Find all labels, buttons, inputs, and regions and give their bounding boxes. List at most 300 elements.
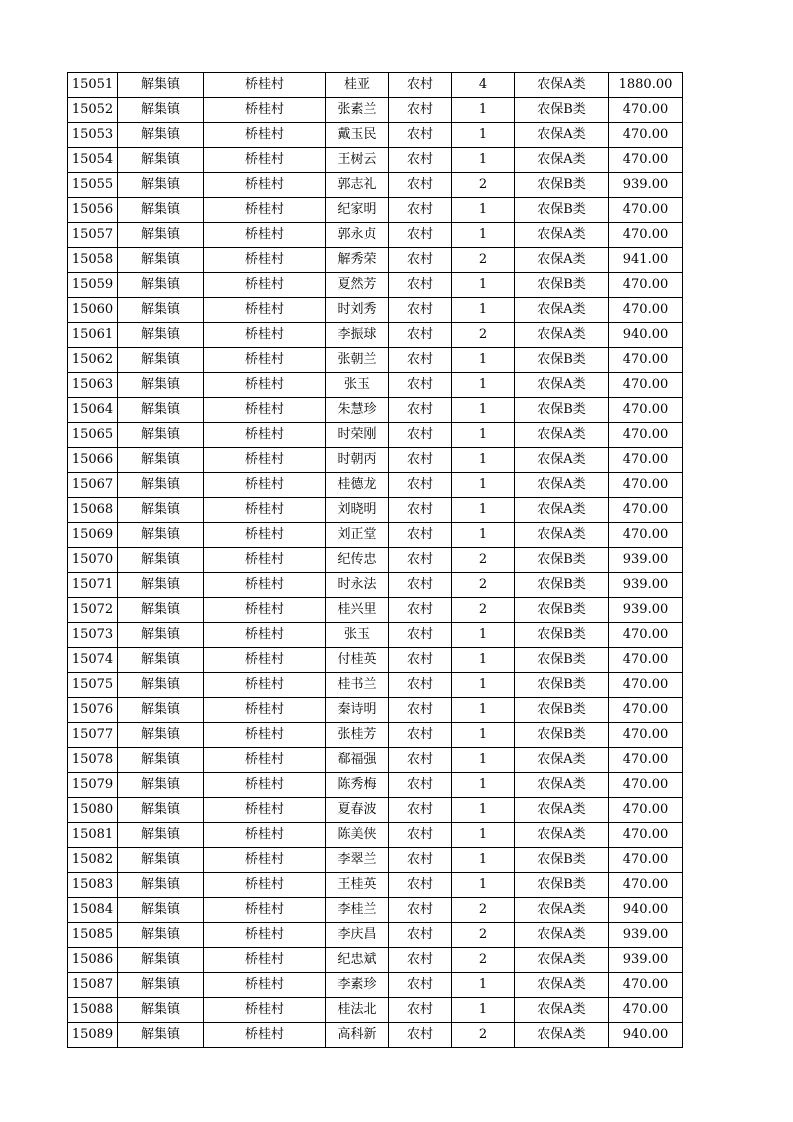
record-id-cell: 15082 (68, 848, 118, 873)
area-type-cell: 农村 (389, 723, 452, 748)
table-row (68, 373, 683, 398)
town-cell: 解集镇 (118, 473, 204, 498)
village-cell: 桥桂村 (204, 573, 326, 598)
table-row (68, 648, 683, 673)
area-type-cell: 农村 (389, 198, 452, 223)
name-cell: 李素珍 (326, 973, 389, 998)
record-id-cell: 15080 (68, 798, 118, 823)
town-cell: 解集镇 (118, 173, 204, 198)
town-cell: 解集镇 (118, 598, 204, 623)
insurance-type-cell: 农保A类 (515, 73, 609, 98)
household-count-cell: 2 (452, 248, 515, 273)
household-count-cell: 1 (452, 773, 515, 798)
table-row (68, 73, 683, 98)
table-row (68, 723, 683, 748)
village-cell: 桥桂村 (204, 98, 326, 123)
household-count-cell: 2 (452, 598, 515, 623)
record-id-cell: 15074 (68, 648, 118, 673)
household-count-cell: 1 (452, 298, 515, 323)
name-cell: 刘正堂 (326, 523, 389, 548)
village-cell: 桥桂村 (204, 223, 326, 248)
insurance-type-cell: 农保B类 (515, 873, 609, 898)
amount-cell: 470.00 (609, 973, 683, 998)
insurance-type-cell: 农保A类 (515, 1023, 609, 1048)
record-id-cell: 15087 (68, 973, 118, 998)
village-cell: 桥桂村 (204, 473, 326, 498)
household-count-cell: 1 (452, 873, 515, 898)
insurance-type-cell: 农保A类 (515, 423, 609, 448)
town-cell: 解集镇 (118, 698, 204, 723)
name-cell: 付桂英 (326, 648, 389, 673)
village-cell: 桥桂村 (204, 523, 326, 548)
town-cell: 解集镇 (118, 123, 204, 148)
household-count-cell: 4 (452, 73, 515, 98)
village-cell: 桥桂村 (204, 248, 326, 273)
town-cell: 解集镇 (118, 323, 204, 348)
household-count-cell: 1 (452, 723, 515, 748)
record-id-cell: 15059 (68, 273, 118, 298)
insurance-type-cell: 农保A类 (515, 498, 609, 523)
town-cell: 解集镇 (118, 948, 204, 973)
village-cell: 桥桂村 (204, 998, 326, 1023)
village-cell: 桥桂村 (204, 873, 326, 898)
name-cell: 陈美侠 (326, 823, 389, 848)
insurance-type-cell: 农保B类 (515, 573, 609, 598)
amount-cell: 470.00 (609, 498, 683, 523)
area-type-cell: 农村 (389, 348, 452, 373)
town-cell: 解集镇 (118, 998, 204, 1023)
insurance-type-cell: 农保A类 (515, 773, 609, 798)
record-id-cell: 15065 (68, 423, 118, 448)
area-type-cell: 农村 (389, 698, 452, 723)
name-cell: 陈秀梅 (326, 773, 389, 798)
table-row (68, 598, 683, 623)
record-id-cell: 15067 (68, 473, 118, 498)
household-count-cell: 1 (452, 98, 515, 123)
amount-cell: 470.00 (609, 748, 683, 773)
village-cell: 桥桂村 (204, 1023, 326, 1048)
household-count-cell: 1 (452, 273, 515, 298)
amount-cell: 470.00 (609, 123, 683, 148)
table-row (68, 848, 683, 873)
record-id-cell: 15060 (68, 298, 118, 323)
village-cell: 桥桂村 (204, 423, 326, 448)
amount-cell: 470.00 (609, 423, 683, 448)
area-type-cell: 农村 (389, 673, 452, 698)
amount-cell: 940.00 (609, 1023, 683, 1048)
name-cell: 桂书兰 (326, 673, 389, 698)
village-cell: 桥桂村 (204, 598, 326, 623)
table-row (68, 673, 683, 698)
record-id-cell: 15055 (68, 173, 118, 198)
area-type-cell: 农村 (389, 823, 452, 848)
amount-cell: 941.00 (609, 248, 683, 273)
amount-cell: 470.00 (609, 698, 683, 723)
name-cell: 郭永贞 (326, 223, 389, 248)
insurance-type-cell: 农保B类 (515, 198, 609, 223)
name-cell: 李翠兰 (326, 848, 389, 873)
area-type-cell: 农村 (389, 323, 452, 348)
household-count-cell: 1 (452, 473, 515, 498)
area-type-cell: 农村 (389, 73, 452, 98)
village-cell: 桥桂村 (204, 973, 326, 998)
household-count-cell: 1 (452, 623, 515, 648)
table-row (68, 473, 683, 498)
insurance-type-cell: 农保B类 (515, 648, 609, 673)
household-count-cell: 1 (452, 398, 515, 423)
village-cell: 桥桂村 (204, 748, 326, 773)
village-cell: 桥桂村 (204, 198, 326, 223)
record-id-cell: 15076 (68, 698, 118, 723)
table-row (68, 698, 683, 723)
household-count-cell: 1 (452, 798, 515, 823)
area-type-cell: 农村 (389, 648, 452, 673)
record-id-cell: 15068 (68, 498, 118, 523)
village-cell: 桥桂村 (204, 723, 326, 748)
amount-cell: 939.00 (609, 573, 683, 598)
name-cell: 张玉 (326, 623, 389, 648)
table-row (68, 248, 683, 273)
area-type-cell: 农村 (389, 998, 452, 1023)
household-count-cell: 2 (452, 1023, 515, 1048)
insurance-type-cell: 农保B类 (515, 173, 609, 198)
table-row (68, 923, 683, 948)
insurance-type-cell: 农保A类 (515, 523, 609, 548)
name-cell: 纪忠斌 (326, 948, 389, 973)
village-cell: 桥桂村 (204, 273, 326, 298)
insurance-type-cell: 农保B类 (515, 623, 609, 648)
table-row (68, 998, 683, 1023)
household-count-cell: 1 (452, 848, 515, 873)
household-count-cell: 1 (452, 373, 515, 398)
record-id-cell: 15081 (68, 823, 118, 848)
town-cell: 解集镇 (118, 798, 204, 823)
household-count-cell: 1 (452, 673, 515, 698)
table-row (68, 448, 683, 473)
area-type-cell: 农村 (389, 298, 452, 323)
record-id-cell: 15078 (68, 748, 118, 773)
household-count-cell: 2 (452, 898, 515, 923)
household-count-cell: 1 (452, 498, 515, 523)
household-count-cell: 1 (452, 348, 515, 373)
name-cell: 纪家明 (326, 198, 389, 223)
village-cell: 桥桂村 (204, 648, 326, 673)
village-cell: 桥桂村 (204, 173, 326, 198)
table-row (68, 1023, 683, 1048)
table-row (68, 523, 683, 548)
amount-cell: 470.00 (609, 223, 683, 248)
village-cell: 桥桂村 (204, 348, 326, 373)
record-id-cell: 15054 (68, 148, 118, 173)
village-cell: 桥桂村 (204, 773, 326, 798)
table-row (68, 623, 683, 648)
name-cell: 郭志礼 (326, 173, 389, 198)
name-cell: 纪传忠 (326, 548, 389, 573)
amount-cell: 470.00 (609, 623, 683, 648)
table-row (68, 948, 683, 973)
table-row (68, 498, 683, 523)
insurance-type-cell: 农保A类 (515, 798, 609, 823)
name-cell: 张朝兰 (326, 348, 389, 373)
records-table (67, 72, 683, 1048)
insurance-type-cell: 农保B类 (515, 98, 609, 123)
area-type-cell: 农村 (389, 973, 452, 998)
insurance-type-cell: 农保A类 (515, 248, 609, 273)
amount-cell: 470.00 (609, 273, 683, 298)
town-cell: 解集镇 (118, 298, 204, 323)
village-cell: 桥桂村 (204, 698, 326, 723)
village-cell: 桥桂村 (204, 798, 326, 823)
table-row (68, 748, 683, 773)
village-cell: 桥桂村 (204, 73, 326, 98)
name-cell: 王桂英 (326, 873, 389, 898)
area-type-cell: 农村 (389, 548, 452, 573)
town-cell: 解集镇 (118, 848, 204, 873)
record-id-cell: 15085 (68, 923, 118, 948)
town-cell: 解集镇 (118, 498, 204, 523)
table-row (68, 173, 683, 198)
area-type-cell: 农村 (389, 498, 452, 523)
town-cell: 解集镇 (118, 348, 204, 373)
insurance-type-cell: 农保B类 (515, 698, 609, 723)
record-id-cell: 15051 (68, 73, 118, 98)
name-cell: 刘晓明 (326, 498, 389, 523)
record-id-cell: 15064 (68, 398, 118, 423)
village-cell: 桥桂村 (204, 948, 326, 973)
insurance-type-cell: 农保A类 (515, 123, 609, 148)
town-cell: 解集镇 (118, 373, 204, 398)
household-count-cell: 1 (452, 648, 515, 673)
area-type-cell: 农村 (389, 148, 452, 173)
area-type-cell: 农村 (389, 398, 452, 423)
household-count-cell: 1 (452, 448, 515, 473)
insurance-type-cell: 农保B类 (515, 273, 609, 298)
amount-cell: 470.00 (609, 873, 683, 898)
village-cell: 桥桂村 (204, 673, 326, 698)
record-id-cell: 15083 (68, 873, 118, 898)
name-cell: 朱慧珍 (326, 398, 389, 423)
town-cell: 解集镇 (118, 448, 204, 473)
record-id-cell: 15084 (68, 898, 118, 923)
area-type-cell: 农村 (389, 573, 452, 598)
town-cell: 解集镇 (118, 423, 204, 448)
area-type-cell: 农村 (389, 98, 452, 123)
name-cell: 时刘秀 (326, 298, 389, 323)
village-cell: 桥桂村 (204, 848, 326, 873)
table-row (68, 773, 683, 798)
household-count-cell: 1 (452, 198, 515, 223)
town-cell: 解集镇 (118, 198, 204, 223)
insurance-type-cell: 农保B类 (515, 598, 609, 623)
insurance-type-cell: 农保A类 (515, 223, 609, 248)
amount-cell: 470.00 (609, 98, 683, 123)
name-cell: 秦诗明 (326, 698, 389, 723)
area-type-cell: 农村 (389, 923, 452, 948)
insurance-type-cell: 农保A类 (515, 748, 609, 773)
town-cell: 解集镇 (118, 648, 204, 673)
amount-cell: 1880.00 (609, 73, 683, 98)
record-id-cell: 15058 (68, 248, 118, 273)
village-cell: 桥桂村 (204, 498, 326, 523)
town-cell: 解集镇 (118, 773, 204, 798)
amount-cell: 470.00 (609, 398, 683, 423)
household-count-cell: 2 (452, 173, 515, 198)
town-cell: 解集镇 (118, 398, 204, 423)
name-cell: 桂兴里 (326, 598, 389, 623)
record-id-cell: 15075 (68, 673, 118, 698)
record-id-cell: 15071 (68, 573, 118, 598)
table-row (68, 973, 683, 998)
amount-cell: 470.00 (609, 348, 683, 373)
town-cell: 解集镇 (118, 548, 204, 573)
amount-cell: 470.00 (609, 198, 683, 223)
household-count-cell: 1 (452, 998, 515, 1023)
insurance-type-cell: 农保A类 (515, 823, 609, 848)
table-row (68, 398, 683, 423)
village-cell: 桥桂村 (204, 548, 326, 573)
name-cell: 李桂兰 (326, 898, 389, 923)
town-cell: 解集镇 (118, 973, 204, 998)
household-count-cell: 2 (452, 323, 515, 348)
name-cell: 郗福强 (326, 748, 389, 773)
table-row (68, 223, 683, 248)
area-type-cell: 农村 (389, 798, 452, 823)
area-type-cell: 农村 (389, 123, 452, 148)
area-type-cell: 农村 (389, 423, 452, 448)
name-cell: 李庆昌 (326, 923, 389, 948)
insurance-type-cell: 农保A类 (515, 998, 609, 1023)
insurance-type-cell: 农保A类 (515, 898, 609, 923)
table-row (68, 423, 683, 448)
town-cell: 解集镇 (118, 748, 204, 773)
village-cell: 桥桂村 (204, 448, 326, 473)
table-row (68, 798, 683, 823)
amount-cell: 940.00 (609, 898, 683, 923)
area-type-cell: 农村 (389, 598, 452, 623)
amount-cell: 470.00 (609, 448, 683, 473)
area-type-cell: 农村 (389, 223, 452, 248)
household-count-cell: 2 (452, 548, 515, 573)
record-id-cell: 15070 (68, 548, 118, 573)
insurance-type-cell: 农保B类 (515, 348, 609, 373)
name-cell: 时永法 (326, 573, 389, 598)
insurance-type-cell: 农保B类 (515, 848, 609, 873)
town-cell: 解集镇 (118, 623, 204, 648)
area-type-cell: 农村 (389, 873, 452, 898)
area-type-cell: 农村 (389, 273, 452, 298)
table-row (68, 298, 683, 323)
town-cell: 解集镇 (118, 723, 204, 748)
area-type-cell: 农村 (389, 748, 452, 773)
town-cell: 解集镇 (118, 898, 204, 923)
household-count-cell: 1 (452, 123, 515, 148)
village-cell: 桥桂村 (204, 298, 326, 323)
name-cell: 张桂芳 (326, 723, 389, 748)
record-id-cell: 15073 (68, 623, 118, 648)
name-cell: 高科新 (326, 1023, 389, 1048)
amount-cell: 470.00 (609, 798, 683, 823)
amount-cell: 470.00 (609, 848, 683, 873)
town-cell: 解集镇 (118, 673, 204, 698)
town-cell: 解集镇 (118, 873, 204, 898)
amount-cell: 939.00 (609, 948, 683, 973)
area-type-cell: 农村 (389, 898, 452, 923)
table-row (68, 348, 683, 373)
area-type-cell: 农村 (389, 1023, 452, 1048)
household-count-cell: 1 (452, 823, 515, 848)
table-row (68, 573, 683, 598)
insurance-type-cell: 农保A类 (515, 473, 609, 498)
record-id-cell: 15057 (68, 223, 118, 248)
record-id-cell: 15052 (68, 98, 118, 123)
record-id-cell: 15072 (68, 598, 118, 623)
table-body (68, 73, 683, 1048)
amount-cell: 470.00 (609, 673, 683, 698)
area-type-cell: 农村 (389, 448, 452, 473)
amount-cell: 470.00 (609, 998, 683, 1023)
household-count-cell: 1 (452, 748, 515, 773)
record-id-cell: 15069 (68, 523, 118, 548)
amount-cell: 470.00 (609, 648, 683, 673)
town-cell: 解集镇 (118, 98, 204, 123)
area-type-cell: 农村 (389, 473, 452, 498)
amount-cell: 470.00 (609, 823, 683, 848)
amount-cell: 470.00 (609, 773, 683, 798)
household-count-cell: 1 (452, 223, 515, 248)
name-cell: 戴玉民 (326, 123, 389, 148)
town-cell: 解集镇 (118, 73, 204, 98)
name-cell: 桂德龙 (326, 473, 389, 498)
name-cell: 李振球 (326, 323, 389, 348)
amount-cell: 470.00 (609, 473, 683, 498)
insurance-type-cell: 农保B类 (515, 723, 609, 748)
village-cell: 桥桂村 (204, 398, 326, 423)
amount-cell: 470.00 (609, 148, 683, 173)
household-count-cell: 1 (452, 698, 515, 723)
town-cell: 解集镇 (118, 923, 204, 948)
town-cell: 解集镇 (118, 523, 204, 548)
record-id-cell: 15086 (68, 948, 118, 973)
insurance-type-cell: 农保A类 (515, 923, 609, 948)
town-cell: 解集镇 (118, 823, 204, 848)
record-id-cell: 15061 (68, 323, 118, 348)
town-cell: 解集镇 (118, 273, 204, 298)
area-type-cell: 农村 (389, 848, 452, 873)
household-count-cell: 2 (452, 948, 515, 973)
village-cell: 桥桂村 (204, 148, 326, 173)
village-cell: 桥桂村 (204, 623, 326, 648)
table-row (68, 273, 683, 298)
name-cell: 夏春波 (326, 798, 389, 823)
area-type-cell: 农村 (389, 248, 452, 273)
amount-cell: 939.00 (609, 598, 683, 623)
name-cell: 夏然芳 (326, 273, 389, 298)
insurance-type-cell: 农保A类 (515, 323, 609, 348)
area-type-cell: 农村 (389, 948, 452, 973)
village-cell: 桥桂村 (204, 373, 326, 398)
insurance-type-cell: 农保A类 (515, 948, 609, 973)
household-count-cell: 1 (452, 523, 515, 548)
town-cell: 解集镇 (118, 148, 204, 173)
name-cell: 桂亚 (326, 73, 389, 98)
table-row (68, 823, 683, 848)
amount-cell: 470.00 (609, 298, 683, 323)
household-count-cell: 2 (452, 573, 515, 598)
amount-cell: 940.00 (609, 323, 683, 348)
name-cell: 张玉 (326, 373, 389, 398)
table-row (68, 898, 683, 923)
insurance-type-cell: 农保A类 (515, 373, 609, 398)
